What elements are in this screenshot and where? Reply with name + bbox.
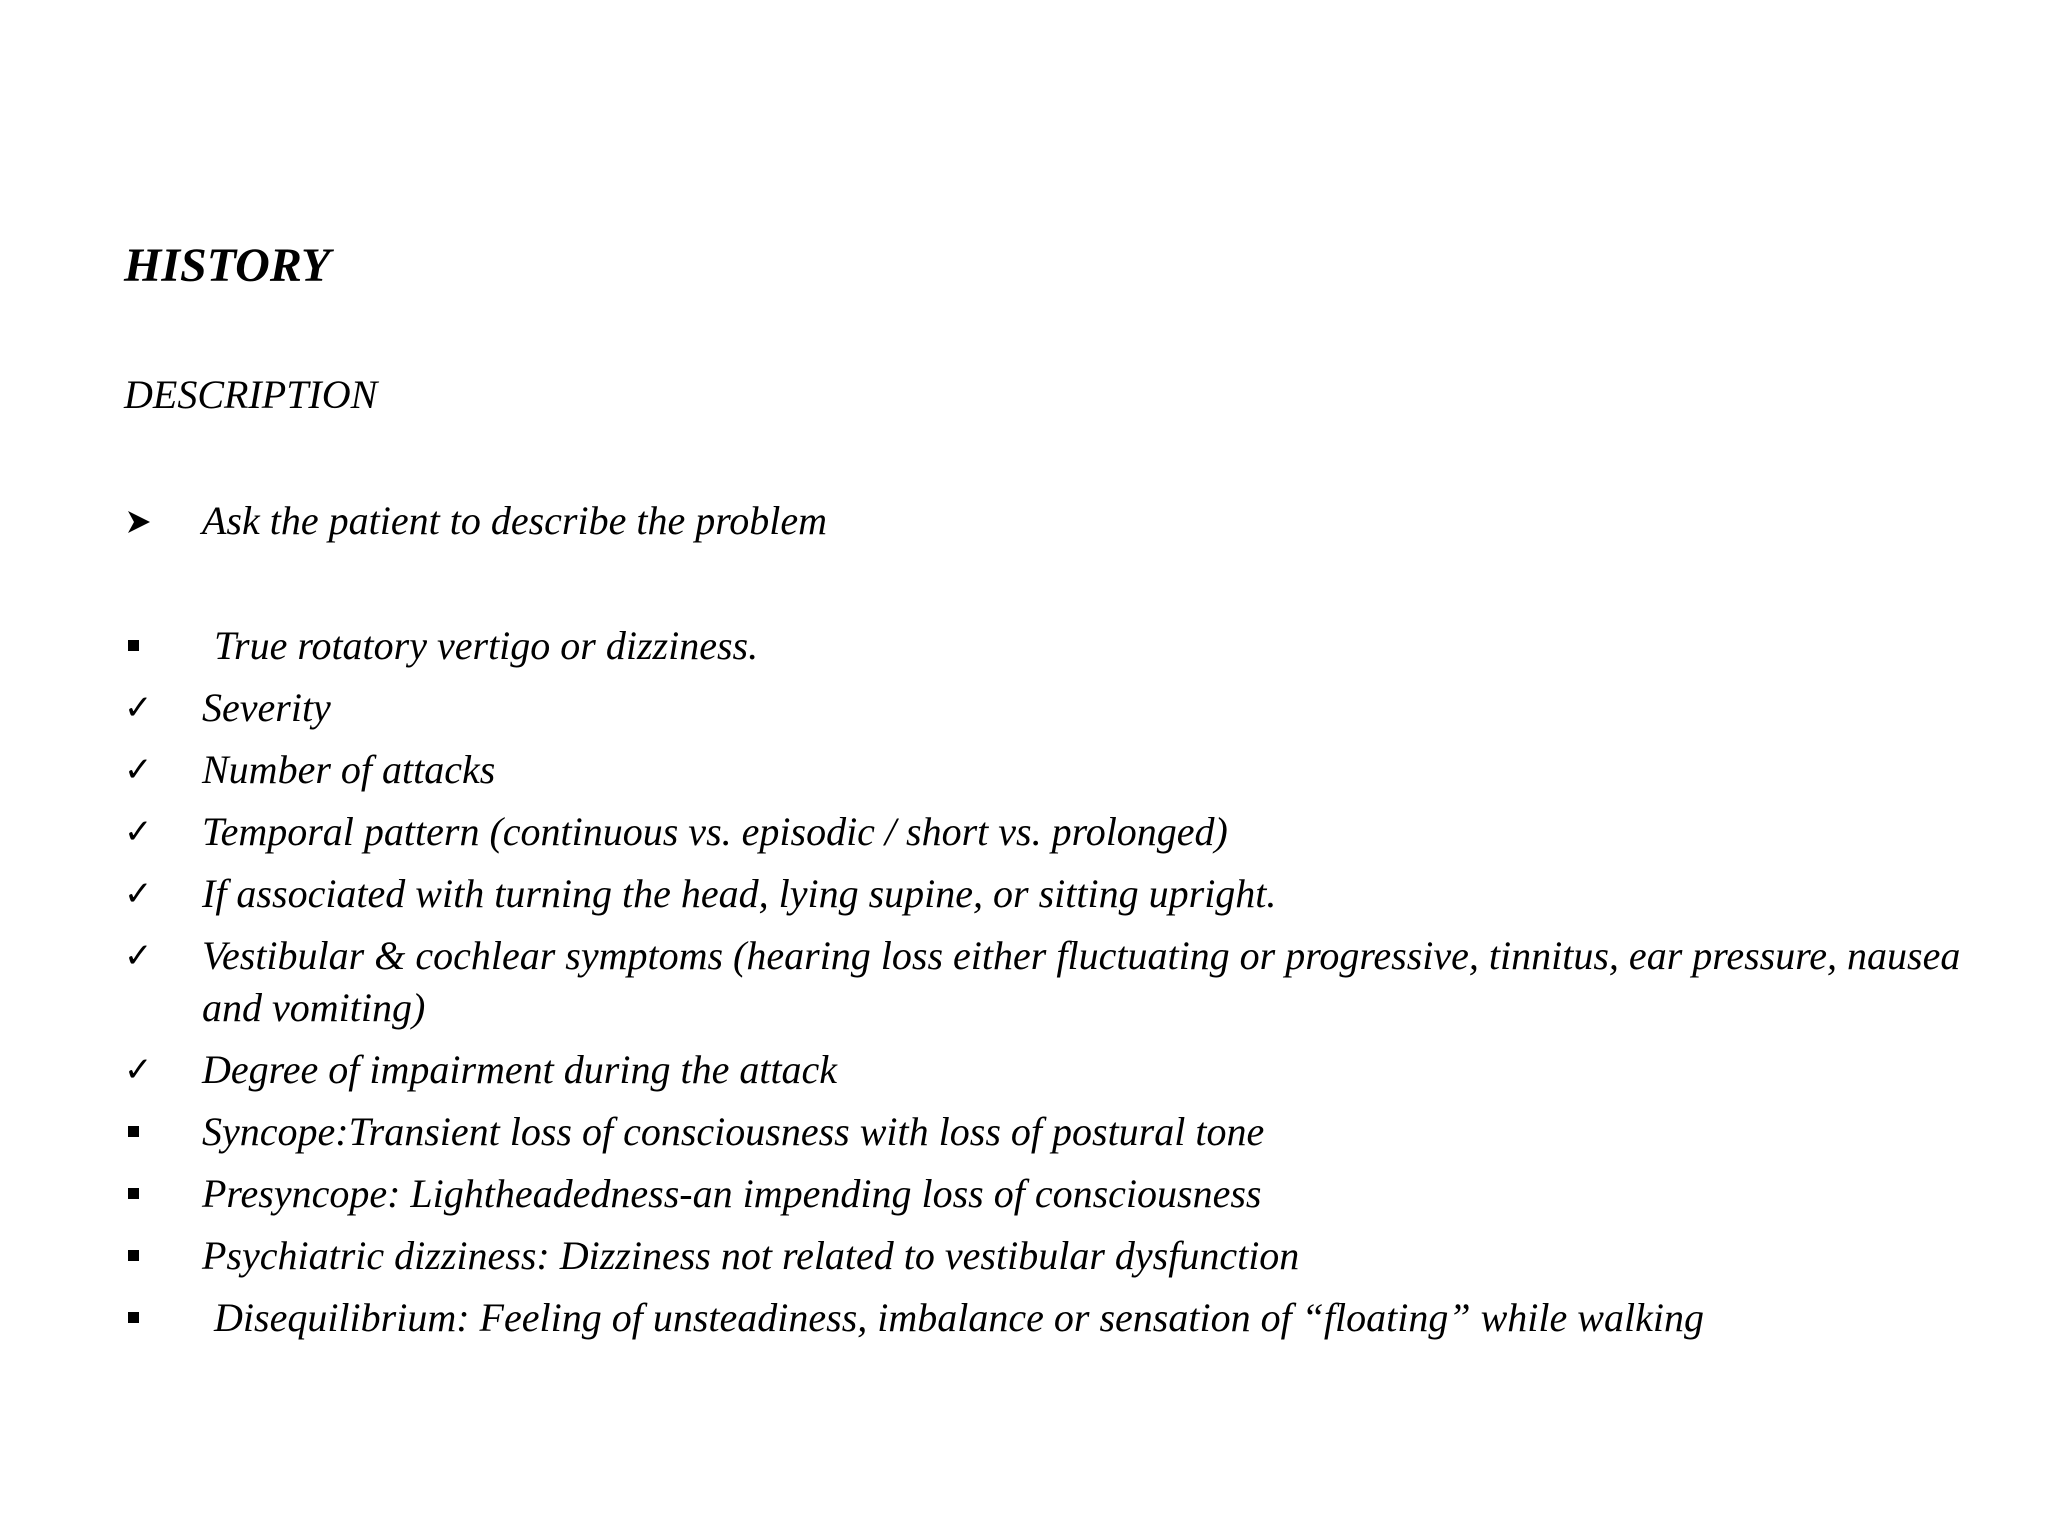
list-item: ✓ Temporal pattern (continuous vs. episodic / short vs. prolonged)	[124, 809, 1228, 854]
list-item-text: Temporal pattern (continuous vs. episodic / short vs. prolonged)	[202, 809, 1228, 854]
section-subtitle: DESCRIPTION	[124, 372, 378, 417]
list-item-text: Number of attacks	[202, 747, 496, 792]
list-item: ✓ Number of attacks	[124, 747, 496, 792]
list-item: ✓ Severity	[124, 685, 331, 730]
list-item-text: If associated with turning the head, lying supine, or sitting upright.	[202, 871, 1277, 916]
symptom-list	[124, 620, 1984, 1354]
list-item-text: Severity	[202, 685, 331, 730]
list-item-text: Psychiatric dizziness: Dizziness not related to vestibular dysfunction	[202, 1233, 1300, 1278]
intro-list	[124, 495, 827, 557]
intro-item	[124, 495, 827, 547]
list-item	[124, 620, 1984, 672]
list-item	[124, 1292, 1984, 1344]
arrow-bullet-shape	[126, 509, 152, 535]
list-item: ✓ If associated with turning the head, lying supine, or sitting upright.	[124, 871, 1277, 916]
list-item-text: Presyncope: Lightheadedness-an impending loss of consciousness	[202, 1171, 1262, 1216]
list-item-text: Disequilibrium: Feeling of unsteadiness, imbalance or sensation of “floating” while walking	[214, 1295, 1704, 1340]
slide-title: HISTORY	[124, 239, 331, 292]
list-item	[124, 1106, 1984, 1158]
list-item-text: Degree of impairment during the attack	[202, 1047, 838, 1092]
list-item-text: Syncope:Transient loss of consciousness with loss of postural tone	[202, 1109, 1265, 1154]
intro-text: Ask the patient to describe the problem	[202, 498, 828, 543]
list-item: ✓ Degree of impairment during the attack	[124, 1047, 838, 1092]
list-item	[124, 1230, 1984, 1282]
list-item	[124, 1168, 1984, 1220]
list-item: ✓ Vestibular & cochlear symptoms (hearing loss either fluctuating or progressive, tinnitus, ear pressure, nausea and vomiting)	[124, 933, 1961, 1030]
list-item-text: Vestibular & cochlear symptoms (hearing loss either fluctuating or progressive, tinnitus, ear pressure, nausea and vomiting)	[202, 933, 1961, 1030]
list-item-text: True rotatory vertigo or dizziness.	[214, 623, 759, 668]
